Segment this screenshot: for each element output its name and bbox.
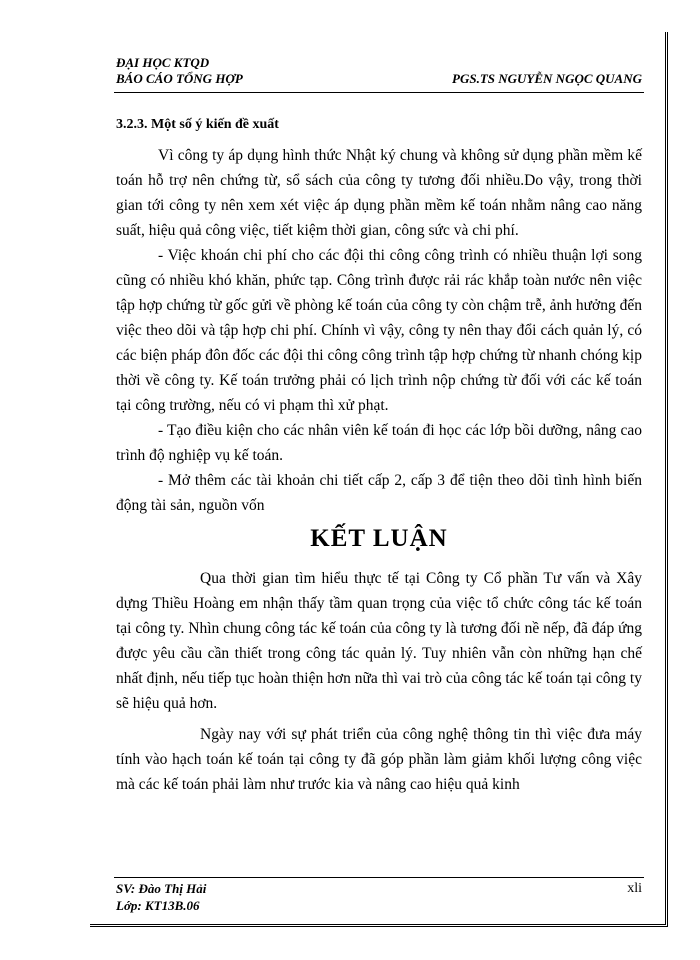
footer-student: SV: Đào Thị Hải (116, 881, 207, 896)
header-supervisor: PGS.TS NGUYỄN NGỌC QUANG (452, 71, 642, 86)
section-paragraph: - Tạo điều kiện cho các nhân viên kế toán đi học các lớp bồi dưỡng, nâng cao trình độ nghiệp vụ kế toán. (116, 422, 642, 464)
footer-class: Lớp: KT13B.06 (116, 898, 200, 913)
header-university: ĐẠI HỌC KTQD (116, 55, 210, 70)
page-footer (116, 880, 642, 914)
header-rule (114, 92, 644, 93)
section-paragraph: Vì công ty áp dụng hình thức Nhật ký chung và không sử dụng phần mềm kế toán hỗ trợ nên chứng từ, sổ sách của công ty tương đối nhiều.Do vậy, trong thời gian tới công ty nên xem xét việc áp dụng phần mềm kế toán nhằm nâng cao năng suất, hiệu quả công việc, tiết kiệm thời gian, công sức và chi phí. (116, 147, 642, 239)
section-paragraph: - Việc khoán chi phí cho các đội thi công công trình có nhiều thuận lợi song cũng có nhiều khó khăn, phức tạp. Công trình được rải rác khắp toàn nước nên việc tập hợp chứng từ gốc gửi về phòng kế toán của công ty còn chậm trễ, ảnh hưởng đến việc theo dõi và tập hợp chi phí. Chính vì vậy, công ty nên thay đổi cách quản lý, có các biện pháp đôn đốc các đội thi công công trình tập hợp chứng từ nhanh chóng kịp thời về công ty. Kế toán trưởng phải có lịch trình nộp chứng từ đối với các kế toán tại công trường, nếu có vi phạm thì xử phạt. (116, 247, 642, 414)
conclusion-paragraph: Qua thời gian tìm hiểu thực tế tại Công ty Cổ phần Tư vấn và Xây dựng Thiều Hoàng em nhận thấy tầm quan trọng của việc tổ chức công tác kế toán tại công ty. Nhìn chung công tác kế toán của công ty là tương đối nề nếp, đã đáp ứng được yêu cầu cần thiết trong công tác quản lý. Tuy nhiên vẫn còn những hạn chế nhất định, nếu tiếp tục hoàn thiện hơn nữa thì vai trò của công tác kế toán tại công ty sẽ hiệu quả hơn. (116, 570, 642, 712)
header-report-title: BÁO CÁO TỔNG HỢP (116, 71, 243, 86)
conclusion-paragraph: Ngày nay với sự phát triển của công nghệ thông tin thì việc đưa máy tính vào hạch toán kế toán tại công ty đã góp phần làm giảm khối lượng công việc mà các kế toán phải làm như trước kia và nâng cao hiệu quả kinh (116, 726, 642, 793)
page-header (116, 55, 642, 87)
conclusion-title: KẾT LUẬN (310, 525, 448, 552)
section-paragraph: - Mở thêm các tài khoản chi tiết cấp 2, cấp 3 để tiện theo dõi tình hình biến động tài sản, nguồn vốn (116, 472, 642, 514)
section-heading: 3.2.3. Một số ý kiến đề xuất (116, 117, 279, 132)
footer-rule (114, 877, 644, 878)
document-body (116, 112, 642, 797)
page-number: xli (627, 881, 642, 896)
